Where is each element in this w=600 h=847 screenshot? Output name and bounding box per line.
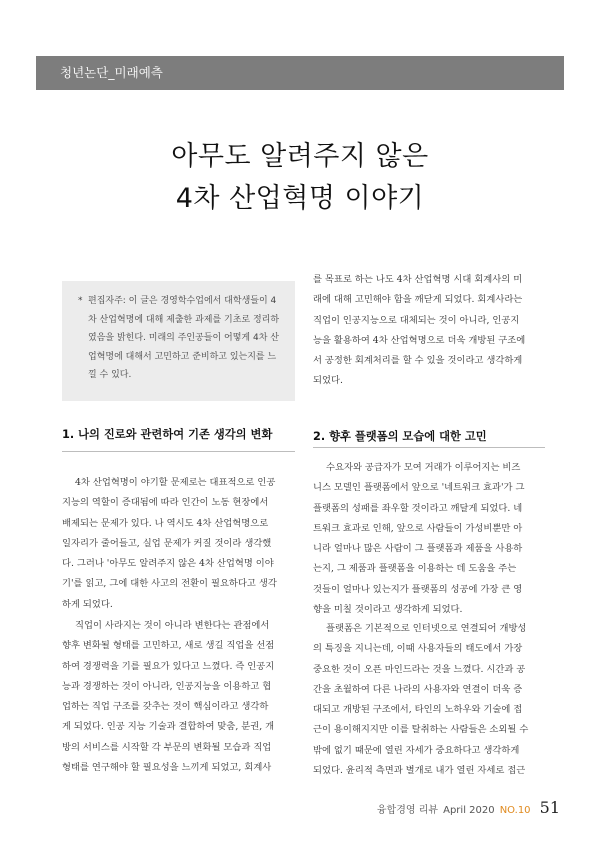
text-line: 의 특징을 지니는데, 이때 사용자들의 태도에서 가장 <box>313 643 523 655</box>
text-line: 4차 산업혁명이 야기할 문제로는 대표적으로 인공 <box>75 477 276 488</box>
section-2-divider <box>313 447 545 448</box>
text-line: 업하는 직업 구조를 갖추는 것이 핵심이라고 생각하 <box>62 701 269 713</box>
text-line: 는지, 그 제품과 플랫폼을 이용하는 데 도움을 주는 <box>313 563 517 575</box>
text-line: 향후 변화될 형태를 고민하고, 새로 생길 직업을 선점 <box>62 640 275 652</box>
text-line: 일자리가 줄어들고, 실업 문제가 커질 것이라 생각했 <box>62 537 272 549</box>
section-1-paragraph-2 <box>62 616 295 778</box>
title-line-2: 4차 산업혁명 이야기 <box>175 183 425 214</box>
section-2-paragraph-2 <box>313 619 545 781</box>
text-line: 근이 용이해지지만 이를 탈취하는 사람들은 소외될 수 <box>313 724 529 736</box>
text-line: 서 공정한 회계처리를 할 수 있을 것이라고 생각하게 <box>313 355 523 367</box>
editor-note-box <box>62 281 295 401</box>
text-line: 형태를 연구해야 할 필요성을 느끼게 되었고, 회계사 <box>62 762 272 774</box>
text-line: 되었다. <box>313 375 343 387</box>
section-1-divider <box>62 451 295 452</box>
editor-note-text <box>88 292 287 385</box>
text-line: 낄 수 있다. <box>88 370 132 381</box>
text-line: 능과 경쟁하는 것이 아니라, 인공지능을 이용하고 협 <box>62 680 272 692</box>
page-title <box>0 136 600 220</box>
text-line: 다. 그러나 '아무도 알려주지 않은 4차 산업혁명 이야 <box>62 558 274 570</box>
text-line: 하게 되었다. <box>62 598 113 610</box>
text-line: 방의 서비스를 시작할 각 부문의 변화될 모습과 직업 <box>62 741 272 753</box>
text-line: 기'를 읽고, 그에 대한 사고의 전환이 필요하다고 생각 <box>62 578 277 590</box>
text-line: 차 산업혁명에 대해 제출한 과제를 기초로 정리하 <box>88 314 280 325</box>
page-number: 51 <box>539 798 560 817</box>
text-line: 직업이 인공지능으로 대체되는 것이 아니라, 인공지 <box>313 314 520 326</box>
text-line: 하여 경쟁력을 기를 필요가 있다고 느꼈다. 즉 인공지 <box>62 660 275 672</box>
text-line: 간을 초월하여 다른 나라의 사용자와 연결이 더욱 증 <box>313 683 523 695</box>
text-line: 니스 모델인 플랫폼에서 앞으로 '네트워크 효과'가 그 <box>313 482 525 494</box>
text-line: 대되고 개방된 구조에서, 타인의 노하우와 기술에 접 <box>313 704 523 716</box>
text-line: 래에 대해 고민해야 함을 깨닫게 되었다. 회계사라는 <box>313 294 523 306</box>
text-line: 플랫폼은 기본적으로 인터넷으로 연결되어 개방성 <box>326 623 527 634</box>
issue-number: NO.10 <box>499 805 531 816</box>
text-line: 트워크 효과로 인해, 앞으로 사람들이 가성비뿐만 아 <box>313 522 523 534</box>
section-1-heading: 1. 나의 진로와 관련하여 기존 생각의 변화 <box>62 428 273 441</box>
section-1-paragraph-1 <box>62 473 295 615</box>
text-line: 수요자와 공급자가 모여 거래가 이루어지는 비즈 <box>326 462 521 473</box>
section-2-paragraph-1 <box>313 458 545 620</box>
category-label: 청년논단_미래예측 <box>60 65 163 80</box>
page-footer <box>377 798 560 817</box>
text-line: 니라 얼마나 많은 사람이 그 플랫폼과 제품을 사용하 <box>313 543 523 555</box>
text-line: 직업이 사라지는 것이 아니라 변한다는 관점에서 <box>75 620 270 631</box>
category-banner <box>36 56 564 90</box>
section-2-heading: 2. 향후 플랫폼의 모습에 대한 고민 <box>313 430 487 443</box>
issue-date: April 2020 <box>443 805 495 816</box>
text-line: 업혁명에 대해서 고민하고 준비하고 있는지를 느 <box>88 351 277 362</box>
text-line: 능을 활용하여 4차 산업혁명으로 더욱 개방된 구조에 <box>313 334 526 346</box>
text-line: 였음을 밝힌다. 미래의 주인공들이 어떻게 4차 산 <box>88 333 279 344</box>
text-line: 향을 미칠 것이라고 생각하게 되었다. <box>313 604 463 616</box>
title-line-1: 아무도 알려주지 않은 <box>171 141 429 172</box>
text-line: 되었다. 윤리적 측면과 별개로 내가 열린 자세로 접근 <box>313 765 526 777</box>
text-line: 지능의 역할이 증대됨에 따라 인간이 노동 현장에서 <box>62 497 269 509</box>
text-line: 플랫폼의 성패를 좌우할 것이라고 깨달게 되었다. 네 <box>313 502 523 514</box>
editor-note-marker: * <box>78 296 83 306</box>
text-line: 게 되었다. 인공 지능 기술과 결합하여 맞춤, 분권, 개 <box>62 721 275 733</box>
text-line: 것들이 얼마나 있는지가 플랫폼의 성공에 가장 큰 영 <box>313 583 523 595</box>
text-line: 중요한 것이 오픈 마인드라는 것을 느꼈다. 시간과 공 <box>313 663 526 675</box>
text-line: 밖에 없기 때문에 열린 자세가 중요하다고 생각하게 <box>313 744 520 756</box>
continued-paragraph <box>313 270 545 392</box>
journal-name: 융합경영 리뷰 <box>376 805 439 816</box>
text-line: 배제되는 문제가 있다. 나 역시도 4차 산업혁명으로 <box>62 517 269 529</box>
text-line: 를 목표로 하는 나도 4차 산업혁명 시대 회계사의 미 <box>313 274 523 285</box>
text-line: 편집자주: 이 글은 경영학수업에서 대학생들이 4 <box>88 296 277 306</box>
